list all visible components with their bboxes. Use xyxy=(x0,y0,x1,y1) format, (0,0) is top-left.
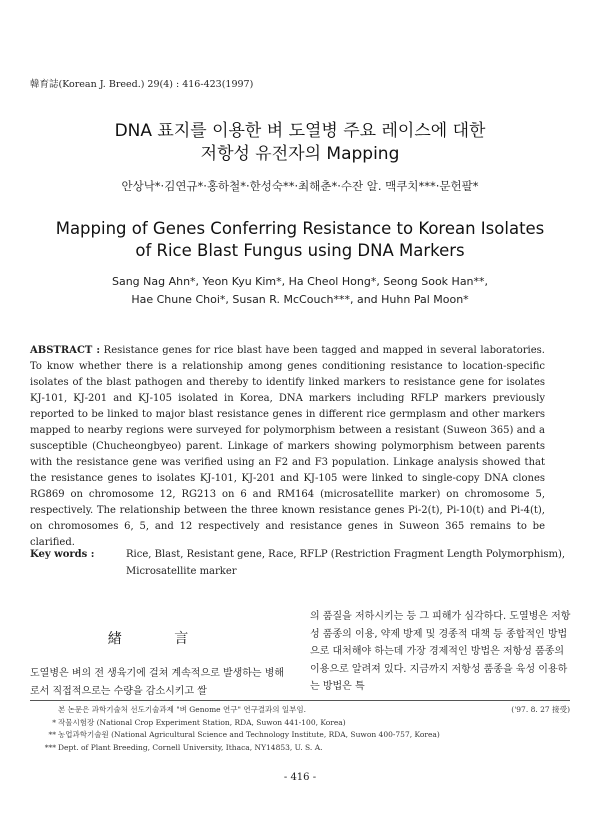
intro-paragraph-right: 의 품질을 저하시키는 등 그 피해가 심각하다. 도열병은 저항성 품종의 이용, 약제 방제 및 경종적 대책 등 종합적인 방법으로 대처해야 하는데 가장 경제적인 방법은 저항성 품종의 이용으로 알려져 있다. 지금까지 저항성 품종을 육성 이용하는 방법은 특 xyxy=(310,611,571,692)
english-title-line-1: Mapping of Genes Conferring Resistance to Korean Isolates xyxy=(55,219,545,238)
footnote-text: Dept. of Plant Breeding, Cornell University, Ithaca, NY14853, U. S. A. xyxy=(58,742,323,752)
intro-paragraph-left: 도열병은 벼의 전 생육기에 걸쳐 계속적으로 발생하는 병해로서 직접적으로는 수량을 감소시키고 쌀 xyxy=(30,668,285,697)
english-authors-line-2: Hae Chune Choi*, Susan R. McCouch***, and Huhn Pal Moon* xyxy=(131,293,469,306)
section-heading-introduction: 緖 言 xyxy=(107,631,213,647)
korean-authors: 안상낙*·김연규*·홍하철*·한성숙**·최해춘*·수잔 알. 맥쿠치***·문헌팔* xyxy=(121,179,479,193)
footnote xyxy=(30,742,570,755)
footnote-mark: *** xyxy=(44,742,56,752)
footnote-mark: ** xyxy=(48,730,56,739)
footnote xyxy=(30,729,570,742)
footnote-mark: * xyxy=(52,717,56,727)
page-number: - 416 - xyxy=(283,772,317,783)
footnote-text: 작물시험장 (National Crop Experiment Station, RDA, Suwon 441-100, Korea) xyxy=(58,717,346,727)
abstract-text: Resistance genes for rice blast have been tagged and mapped in several laboratories. To know whether there is a relationship among genes conditioning resistance to location-specific isolates of the blast pathogen and thereby to identify linked markers to resistance gene for isolates KJ-101, KJ-201 and KJ-105 isolated in Korea, DNA markers including RFLP markers previously reported to be linked to major blast resistance genes in different rice germplasm and other markers mapped to nearby regions were surveyed for polymorphism between a resistant (Suweon 365) and a susceptible (Chucheongbyeo) parent. Linkage of markers showing polymorphism between parents with the resistance gene was verified using an F2 and F3 population. Linkage analysis showed that the resistance genes to isolates KJ-101, KJ-201 and KJ-105 were linked to single-copy DNA clones RG869 on chromosome 12, RG213 on 6 and RM164 (microsatellite marker) on chromosome 5, respectively. The relationship between the three known resistance genes Pi-2(t), Pi-10(t) and Pi-4(t), on chromosomes 6, 5, and 12 respectively and resistance genes in Suweon 365 remains to be clarified. xyxy=(30,345,545,548)
korean-title-line-2: 저항성 유전자의 Mapping xyxy=(200,144,400,164)
footnotes xyxy=(30,704,570,754)
english-title-line-2: of Rice Blast Fungus using DNA Markers xyxy=(135,241,465,260)
korean-title-line-1: DNA 표지를 이용한 벼 도열병 주요 레이스에 대한 xyxy=(114,121,486,141)
footnote-divider xyxy=(30,700,570,701)
english-authors-line-1: Sang Nag Ahn*, Yeon Kyu Kim*, Ha Cheol Hong*, Seong Sook Han**, xyxy=(111,275,489,288)
keywords-label: Key words : xyxy=(30,549,95,560)
footnote xyxy=(30,704,570,717)
abstract-label: ABSTRACT : xyxy=(30,345,101,356)
keywords-text: Rice, Blast, Resistant gene, Race, RFLP (Restriction Fragment Length Polymorphism), Microsatellite marker xyxy=(126,549,566,577)
footnote-text: 농업과학기술원 (National Agricultural Science and Technology Institute, RDA, Suwon 400-757, Korea) xyxy=(58,730,440,739)
footnote xyxy=(30,717,570,730)
journal-citation: 韓育誌(Korean J. Breed.) 29(4) : 416-423(1997) xyxy=(30,79,254,90)
received-date: ('97. 8. 27 接受) xyxy=(511,705,570,714)
abstract xyxy=(30,343,545,551)
footnote-text: 본 논문은 과학기술처 선도기술과제 "벼 Genome 연구" 연구결과의 일부임. xyxy=(58,705,307,714)
